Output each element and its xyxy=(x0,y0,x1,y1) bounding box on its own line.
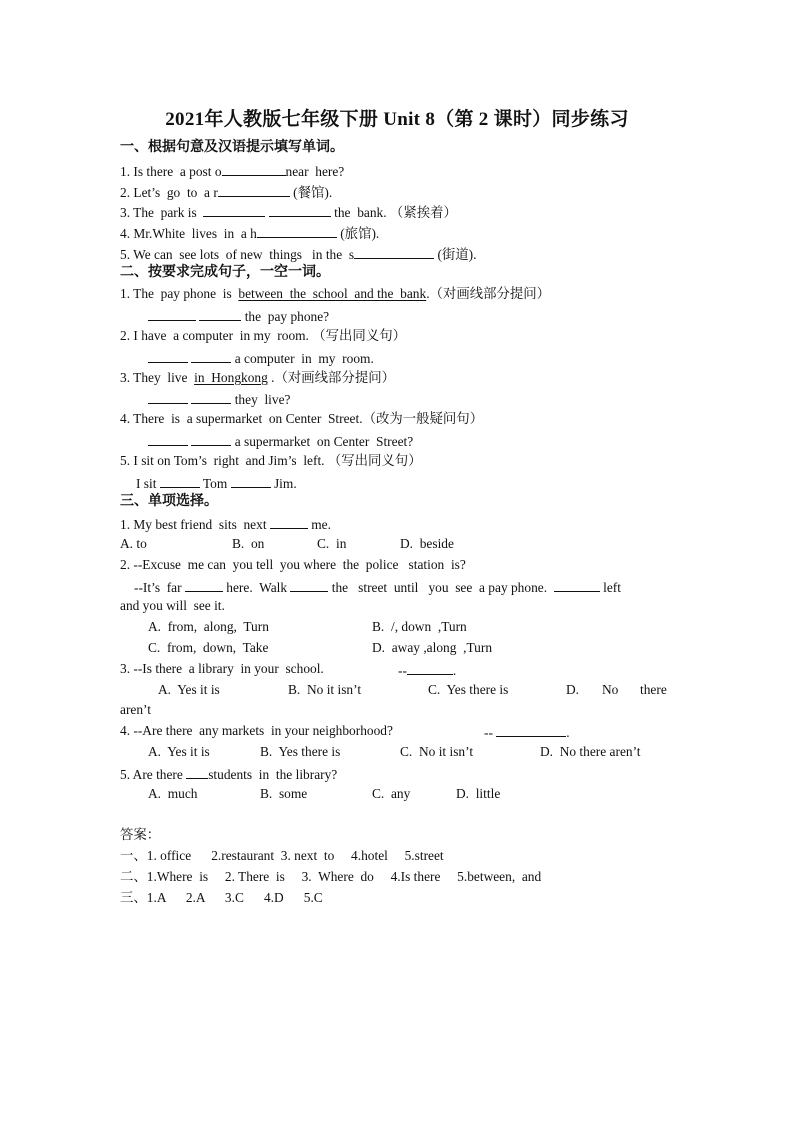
s2-question-5: 5. I sit on Tom’s right and Jim’s left. （写出同义句） xyxy=(120,453,422,468)
s2-answer-3 xyxy=(148,390,290,408)
answers-heading: 答案： xyxy=(120,827,161,842)
s2-q1-text: 1. The pay phone is xyxy=(120,286,239,301)
s3-q4-reply xyxy=(484,723,570,741)
s2-a2-text: a computer in my room. xyxy=(231,351,374,366)
answer-blank xyxy=(148,432,188,446)
s2-answer-2 xyxy=(148,349,374,367)
answer-blank xyxy=(407,661,453,675)
s3-q1-text: 1. My best friend sits next xyxy=(120,517,270,532)
s3-q3-option-a: A. Yes it is xyxy=(158,682,220,697)
answer-blank xyxy=(218,183,290,197)
answer-blank xyxy=(269,203,331,217)
s2-a5-mid: Tom xyxy=(199,476,231,491)
answer-blank xyxy=(222,162,286,176)
s3-q3-end: . xyxy=(452,663,457,678)
s3-q2-option-c: C. from, down, Take xyxy=(148,640,269,655)
answer-blank xyxy=(231,474,271,488)
answer-blank xyxy=(148,349,188,363)
s3-q2-option-b: B. /, down ,Turn xyxy=(372,619,467,634)
underlined-phrase: in Hongkong xyxy=(194,370,268,385)
s2-question-3 xyxy=(120,370,395,386)
answer-blank xyxy=(554,578,600,592)
s3-q5-option-a: A. much xyxy=(148,786,198,801)
s1-q2-text-end: (餐馆). xyxy=(289,185,333,200)
s2-question-1 xyxy=(120,286,550,302)
answers-section2: 二、1.Where is 2. There is 3. Where do 4.Is there 5.between, and xyxy=(120,869,542,884)
s3-q4-option-a: A. Yes it is xyxy=(148,744,210,759)
s2-answer-5 xyxy=(136,474,297,492)
s1-q4-text: 4. Mr.White lives in a h xyxy=(120,226,257,241)
answer-blank xyxy=(148,307,196,321)
s2-question-2: 2. I have a computer in my room. （写出同义句） xyxy=(120,328,406,343)
answer-blank xyxy=(290,578,328,592)
s1-q5-text: 5. We can see lots of new things in the s xyxy=(120,247,355,262)
s1-q1-text-end: near here? xyxy=(285,164,345,179)
s3-q5-text-end: students in the library? xyxy=(208,767,338,782)
answer-blank xyxy=(257,224,337,238)
s3-question-3: 3. --Is there a library in your school. xyxy=(120,661,324,676)
s3-q1-option-c: C. in xyxy=(317,536,347,551)
section1-heading: 一、根据句意及汉语提示填写单词。 xyxy=(120,140,344,155)
s2-q3-instruction: .（对画线部分提问） xyxy=(267,370,396,385)
s1-question-5 xyxy=(120,245,477,263)
s2-a1-text: the pay phone? xyxy=(241,309,330,324)
answer-blank xyxy=(191,432,231,446)
s1-q2-text: 2. Let’s go to a r xyxy=(120,185,218,200)
answer-blank xyxy=(191,349,231,363)
answer-blank xyxy=(191,390,231,404)
s3-q4-dash: -- xyxy=(484,725,497,740)
s3-question-2: 2. --Excuse me can you tell you where the police station is? xyxy=(120,557,466,572)
answers-section1: 一、1. office 2.restaurant 3. next to 4.hotel 5.street xyxy=(120,848,444,863)
s3-q4-option-d: D. No there aren’t xyxy=(540,744,641,759)
s3-q3-reply xyxy=(398,661,456,679)
s2-q3-text: 3. They live xyxy=(120,370,195,385)
s3-q2-dialogue xyxy=(134,578,621,596)
s2-q1-instruction: .（对画线部分提问） xyxy=(426,286,551,301)
s3-q4-end: . xyxy=(566,725,570,740)
s1-q4-text-end: (旅馆). xyxy=(336,226,380,241)
s3-q3-option-d: D. xyxy=(566,682,580,697)
s3-q3-dash: -- xyxy=(398,663,407,678)
s3-q5-option-c: C. any xyxy=(372,786,411,801)
s3-question-1 xyxy=(120,515,331,533)
s3-question-4: 4. --Are there any markets in your neighborhood? xyxy=(120,723,393,738)
s3-q2-part: --It’s far xyxy=(134,580,185,595)
s3-q1-option-d: D. beside xyxy=(400,536,454,551)
answer-blank xyxy=(185,578,223,592)
s3-q4-option-b: B. Yes there is xyxy=(260,744,341,759)
s1-question-4 xyxy=(120,224,379,242)
s3-q2-part: here. Walk xyxy=(222,580,291,595)
s1-q5-text-end: (街道). xyxy=(434,247,477,262)
s2-a5-end: Jim. xyxy=(270,476,297,491)
s3-q5-text: 5. Are there xyxy=(120,767,187,782)
s1-question-2 xyxy=(120,183,332,201)
s3-q3-option-d-text-2: there xyxy=(640,682,667,697)
answer-blank xyxy=(186,765,208,779)
s1-q1-text: 1. Is there a post o xyxy=(120,164,222,179)
s3-q2-part: left xyxy=(599,580,621,595)
answer-blank xyxy=(199,307,241,321)
s2-a3-text: they live? xyxy=(231,392,291,407)
s3-q4-option-c: C. No it isn’t xyxy=(400,744,474,759)
s2-answer-4 xyxy=(148,432,413,450)
underlined-phrase: between the school and the bank xyxy=(238,286,427,301)
s2-question-4: 4. There is a supermarket on Center Street.（改为一般疑问句） xyxy=(120,411,484,426)
s1-question-3 xyxy=(120,203,457,221)
s3-q5-option-d: D. little xyxy=(456,786,501,801)
s3-question-5 xyxy=(120,765,337,783)
worksheet-title: 2021年人教版七年级下册 Unit 8（第 2 课时）同步练习 xyxy=(165,109,629,130)
s3-q2-part: the street until you see a pay phone. xyxy=(328,580,554,595)
s3-q3-wrap: aren’t xyxy=(120,702,151,717)
answer-blank xyxy=(148,390,188,404)
section3-heading: 三、单项选择。 xyxy=(120,494,218,509)
s3-q2-option-d: D. away ,along ,Turn xyxy=(372,640,493,655)
answer-blank xyxy=(354,245,434,259)
s3-q3-option-c: C. Yes there is xyxy=(428,682,509,697)
s1-q3-text: 3. The park is xyxy=(120,205,204,220)
answer-blank xyxy=(270,515,308,529)
s1-q3-text-end: the bank. （紧挨着） xyxy=(330,205,457,220)
s3-q1-text-end: me. xyxy=(307,517,331,532)
s2-a5-text: I sit xyxy=(136,476,160,491)
s3-q1-option-a: A. to xyxy=(120,536,147,551)
s3-q3-option-d-text: No xyxy=(602,682,619,697)
s2-answer-1 xyxy=(148,307,329,325)
answer-blank xyxy=(496,723,566,737)
s3-q5-option-b: B. some xyxy=(260,786,308,801)
s3-q2-continuation: and you will see it. xyxy=(120,598,225,613)
s3-q1-option-b: B. on xyxy=(232,536,265,551)
answer-blank xyxy=(160,474,200,488)
s1-question-1 xyxy=(120,162,344,180)
s2-a4-text: a supermarket on Center Street? xyxy=(231,434,414,449)
s3-q2-option-a: A. from, along, Turn xyxy=(148,619,269,634)
answers-section3: 三、1.A 2.A 3.C 4.D 5.C xyxy=(120,890,323,905)
answer-blank xyxy=(203,203,265,217)
s3-q3-option-b: B. No it isn’t xyxy=(288,682,362,697)
section2-heading: 二、按要求完成句子，一空一词。 xyxy=(120,265,330,280)
